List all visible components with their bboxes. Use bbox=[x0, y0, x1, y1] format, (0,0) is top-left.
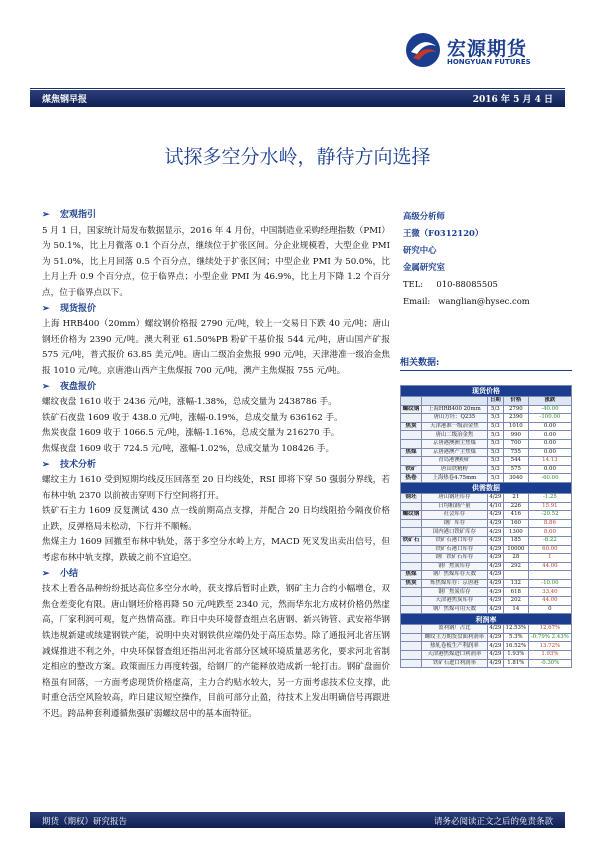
table-value: 14 bbox=[503, 605, 528, 614]
table-row bbox=[401, 588, 572, 597]
table-row bbox=[401, 422, 572, 431]
paragraph: 上海 HRB400（20mm）螺纹钢价格报 2790 元/吨，较上一交易日下跌 40 元/吨；唐山钢坯价格为 2390 元/吨。澳大利亚 61.50%PB 粉矿干基价报 544 元/吨，唐山国产矿报 575 元/吨，普式报价 63.85 美元/吨。唐山二级冶金焦报 990 元/吨，天津港准一级冶金焦报 1010 元/吨。京唐港山西产主焦煤报 700 元/吨，澳产主焦煤报 755 元/吨。 bbox=[42, 319, 390, 376]
table-header bbox=[401, 397, 422, 406]
table-category bbox=[401, 414, 422, 423]
table-date: 4/29 bbox=[489, 605, 502, 612]
table-category bbox=[401, 519, 422, 528]
table-value: 1.93% bbox=[503, 651, 528, 660]
footer-disclaimer: 请务必阅读正文之后的免责条款 bbox=[433, 817, 553, 827]
table-value: 416 bbox=[503, 511, 528, 520]
table-value: 132 bbox=[503, 579, 528, 588]
table-change: -100.00 bbox=[528, 414, 571, 423]
table-value: 1010 bbox=[503, 422, 528, 431]
table-change: -0.30% bbox=[528, 659, 571, 668]
table-item: 唐山二级冶金焦 bbox=[421, 431, 487, 440]
table-value: 160 bbox=[503, 519, 528, 528]
paragraph: 焦煤主力 1609 回撤至布林中轨处，落于多空分水岭上方，MACD 死叉发出卖出信号，但考虑布林中轨支撑，跌破之前不宜追空。 bbox=[42, 537, 390, 564]
table-change: 0.00 bbox=[528, 448, 571, 457]
report-title: 试探多空分水岭，静待方向选择 bbox=[164, 146, 431, 168]
table-date: 5/3 bbox=[487, 457, 503, 466]
table-caption: 利润率 bbox=[401, 614, 572, 625]
table-row bbox=[401, 465, 572, 474]
paragraph: 技术上看各品种纷纷抵达高位多空分水岭，获支撑后暂时止跌，钢矿主力合约小幅增仓，双焦仓差变化有限。唐山钢坯价格再降 50 元/吨跌至 2340 元，然而华东北方成材价格仍然虚高，厂家利润可观，复产热情高涨。昨日中央环境督查组点名唐钢、新兴铸管、武安裕华钢铁违规新建或续建钢铁产能，说明中央对钢铁供应端仍处于高压态势。除了通报河北省压钢减煤推进不利之外，中央环保督查组还指出河北省部分区域环境质量恶劣化，要求河北省制定相应的整改方案。政策面压力再度转强，给钢厂的产能释放造成新一轮打击。钢矿盘面价格虽有回落，一方面考虑现货价格虚高，主力合约贴水较大，另一方面考虑技术位支撑，此时重仓活空风险较高，昨日建议短空操作，目前可部分止盈，待技术上发出明确信号再跟进不迟。跨品种套利遵循焦强矿弱螺纹居中的基本面特征。 bbox=[42, 584, 390, 719]
table-value: 185 bbox=[503, 536, 528, 545]
table-category: 螺纹钢 bbox=[401, 405, 422, 414]
paragraph: 螺纹主力 1610 受到短期均线反压回落至 20 日均线处，RSI 即将下穿 50 强弱分界线，若布林中轨 2370 以前被击穿则下行空间将打开。 bbox=[42, 475, 390, 501]
table-category bbox=[401, 502, 422, 511]
table-row bbox=[401, 511, 572, 520]
table-change: 1.93% bbox=[528, 651, 571, 660]
table-header: 日期 bbox=[487, 397, 503, 406]
table-value: 21 bbox=[503, 493, 528, 502]
email-link[interactable]: wanglian@hysec.com bbox=[438, 296, 530, 306]
table-category: 螺纹钢 bbox=[401, 511, 422, 520]
table-row bbox=[401, 493, 572, 502]
table-date: 5/3 bbox=[487, 465, 503, 474]
table-date: 4/10 bbox=[489, 502, 502, 509]
section-heading: ➢ 小结 bbox=[42, 568, 79, 579]
table-value: 618 bbox=[503, 588, 528, 597]
table-row bbox=[401, 651, 572, 660]
table-header bbox=[421, 397, 487, 406]
table-item: 炼焦煤库存：京唐港 bbox=[421, 579, 487, 588]
table-category bbox=[401, 605, 422, 614]
table-item: 螺纹主力期货盘面利润率 bbox=[421, 633, 487, 642]
paragraph: 铁矿石夜盘 1609 收于 438.0 元/吨，涨幅-0.19%，总成交量为 636162 手。 bbox=[42, 412, 343, 423]
table-category bbox=[401, 431, 422, 440]
table-category bbox=[401, 597, 422, 606]
table-change: -8.22 bbox=[528, 536, 571, 545]
table-item: 钢厂焦煤可用天数 bbox=[421, 605, 487, 614]
section-heading: ➢ 技术分析 bbox=[42, 459, 97, 470]
table-date: 4/29 bbox=[489, 625, 502, 632]
table-change: -60.00 bbox=[528, 474, 571, 483]
table-value: 5.3% bbox=[503, 633, 528, 642]
table-row bbox=[401, 457, 572, 466]
report-date: 2016 年 5 月 4 日 bbox=[472, 95, 553, 105]
table-row bbox=[401, 439, 572, 448]
table-item: 上海热卷4.75mm bbox=[421, 474, 487, 483]
section-heading: ➢ 现货报价 bbox=[42, 303, 97, 314]
table-category: 焦炭 bbox=[401, 422, 422, 431]
table-item: 社会库存 bbox=[421, 511, 487, 520]
table-change: 15.91 bbox=[528, 502, 571, 511]
table-value: 2790 bbox=[503, 405, 528, 414]
table-row bbox=[401, 579, 572, 588]
table-date: 4/29 bbox=[489, 562, 502, 569]
paragraph: 5 月 1 日，国家统计局发布数据显示，2016 年 4 月份，中国制造业采购经理指数（PMI）为 50.1%，比上月微落 0.1 个百分点，继续位于扩张区间。分企业规模看，大型企业 PMI 为 51.0%，比上月回落 0.5 个百分点，继续处于扩张区间；中型企业 PMI 为 50.0%，比上月上升 0.9 个百分点，位于临界点；小型企业 PMI 为 46.9%，比上月下降 1.2 个百分点，位于临界点以下。 bbox=[42, 225, 390, 298]
table-category bbox=[401, 625, 422, 634]
table-item: 钢厂铁矿石库存 bbox=[421, 554, 487, 563]
section-heading: ➢ 宏观指引 bbox=[42, 210, 97, 220]
table-date: 4/29 bbox=[489, 519, 502, 526]
table-value: 575 bbox=[503, 465, 528, 474]
table-caption: 供需数据 bbox=[401, 482, 572, 493]
table-item: 钢厂库存 bbox=[421, 519, 487, 528]
table-value: 12.53% bbox=[503, 625, 528, 634]
table-change: 14.13 bbox=[528, 457, 571, 466]
table-change: 13.72% bbox=[528, 642, 571, 651]
table-date: 4/29 bbox=[489, 659, 502, 666]
table-item: 日均粗钢产量 bbox=[421, 502, 487, 511]
table-item: 唐山方坯：Q235 bbox=[421, 414, 487, 423]
related-data-label: 相关数据: bbox=[400, 355, 572, 371]
table-item: 天津港焦煤进口利润率 bbox=[421, 651, 487, 660]
table-category bbox=[401, 651, 422, 660]
table-category: 焦炭 bbox=[401, 579, 422, 588]
footer-left: 期货（期权）研究报告 bbox=[42, 817, 128, 827]
table-value: 16.52% bbox=[503, 642, 528, 651]
table-category bbox=[401, 642, 422, 651]
table-item: 唐山钢坯库存 bbox=[421, 493, 487, 502]
table-row bbox=[401, 562, 572, 571]
table-date: 5/3 bbox=[487, 422, 503, 431]
table-change: 0.00 bbox=[528, 431, 571, 440]
table-value: 202 bbox=[503, 597, 528, 606]
table-date: 5/3 bbox=[487, 474, 503, 483]
table-change: 12.67% bbox=[528, 625, 571, 634]
table-header: 价格 bbox=[503, 397, 528, 406]
table-row bbox=[401, 545, 572, 554]
table-value: 755 bbox=[503, 448, 528, 457]
brand-name-cn: 宏源期货 bbox=[447, 38, 528, 60]
paragraph: 铁矿石主力 1609 反复测试 430 点一线前期高点支撑，并配合 20 日均线阻拾今隔夜价格止跌，反弹格局未松动，下行并不顺畅。 bbox=[42, 506, 390, 532]
table-change: 8.00 bbox=[528, 528, 571, 537]
table-item: 铁矿石进口利润率 bbox=[421, 659, 487, 668]
table-row bbox=[401, 536, 572, 545]
table-date: 5/3 bbox=[487, 448, 503, 457]
table-category bbox=[401, 633, 422, 642]
table-row bbox=[401, 605, 572, 614]
table-value: 28 bbox=[503, 554, 528, 563]
table-row bbox=[401, 405, 572, 414]
table-date: 4/29 bbox=[489, 511, 502, 518]
table-change bbox=[528, 571, 571, 580]
analyst-tel: TEL: 010-88085505 bbox=[403, 279, 498, 289]
brand-logo bbox=[405, 32, 565, 72]
table-change: -40.00 bbox=[528, 405, 571, 414]
table-change: 44.00 bbox=[528, 597, 571, 606]
analyst-name: 王微（F0312120） bbox=[403, 228, 484, 238]
table-item: 钢厂焦炭库存 bbox=[421, 588, 487, 597]
analyst-subdept: 金属研究室 bbox=[403, 262, 445, 272]
table-row bbox=[401, 659, 572, 668]
paragraph: 螺纹夜盘 1610 收于 2436 元/吨，涨幅-1.38%，总成交量为 2438786 手。 bbox=[42, 397, 337, 408]
table-change: -20.52 bbox=[528, 511, 571, 520]
table-change: -0.79% 2.43% bbox=[528, 633, 571, 642]
table-date: 5/3 bbox=[487, 431, 503, 440]
analyst-dept: 研究中心 bbox=[403, 245, 437, 255]
analyst-info bbox=[403, 208, 573, 310]
table-category: 热卷 bbox=[401, 474, 422, 483]
table-row bbox=[401, 528, 572, 537]
table-date: 4/29 bbox=[489, 588, 502, 595]
table-row bbox=[401, 448, 572, 457]
table-change: 0.00 bbox=[528, 439, 571, 448]
table-change: 33.40 bbox=[528, 588, 571, 597]
table-header: 涨跌 bbox=[528, 397, 571, 406]
table-category bbox=[401, 554, 422, 563]
table-caption-row bbox=[401, 386, 572, 397]
paragraph: 焦炭夜盘 1609 收于 1066.5 元/吨，涨幅-1.16%，总成交量为 216270 手。 bbox=[42, 428, 340, 439]
table-row bbox=[401, 414, 572, 423]
table-date: 4/29 bbox=[489, 571, 502, 578]
table-category bbox=[401, 439, 422, 448]
table-category: 铁矿 bbox=[401, 465, 422, 474]
table-category bbox=[401, 545, 422, 554]
table-value: 990 bbox=[503, 431, 528, 440]
table-category bbox=[401, 659, 422, 668]
footer-bar bbox=[30, 812, 565, 828]
paragraph: 焦煤夜盘 1609 收于 724.5 元/吨，涨幅-1.02%，总成交量为 108426 手。 bbox=[42, 443, 335, 454]
table-value bbox=[503, 571, 528, 580]
table-change: 0 bbox=[528, 605, 571, 614]
table-row bbox=[401, 633, 572, 642]
table-value: 3040 bbox=[503, 474, 528, 483]
table-date: 5/3 bbox=[487, 414, 503, 423]
table-row bbox=[401, 625, 572, 634]
table-item: 国内港口铁矿库存 bbox=[421, 528, 487, 537]
table-category bbox=[401, 528, 422, 537]
table-date: 5/3 bbox=[487, 439, 503, 448]
main-content bbox=[42, 208, 390, 723]
table-item: 青岛港澳粉矿 bbox=[421, 457, 487, 466]
table-caption: 现货价格 bbox=[401, 386, 572, 397]
table-value: 292 bbox=[503, 562, 528, 571]
table-date: 4/29 bbox=[489, 597, 502, 604]
table-value: 2390 bbox=[503, 414, 528, 423]
table-item: 热轧卷板生产利润率 bbox=[421, 642, 487, 651]
table-date: 4/29 bbox=[489, 554, 502, 561]
table-date: 4/29 bbox=[489, 494, 502, 501]
table-change: 0.00 bbox=[528, 422, 571, 431]
table-row bbox=[401, 597, 572, 606]
table-item: 铁矿石港口库存 bbox=[421, 536, 487, 545]
table-category: 焦煤 bbox=[401, 571, 422, 580]
table-item: 唐山铁精粉 bbox=[421, 465, 487, 474]
table-value: 1.81% bbox=[503, 659, 528, 668]
table-value: 226 bbox=[503, 502, 528, 511]
analyst-title: 高级分析师 bbox=[403, 211, 445, 221]
table-row bbox=[401, 502, 572, 511]
table-value: 544 bbox=[503, 457, 528, 466]
table-item: 京唐港澳洲主焦煤 bbox=[421, 439, 487, 448]
table-date: 4/29 bbox=[489, 528, 502, 535]
data-table bbox=[400, 385, 572, 668]
table-date: 4/29 bbox=[489, 651, 502, 658]
table-change: 0.00 bbox=[528, 465, 571, 474]
table-item: 天津港焦炭库存 bbox=[421, 597, 487, 606]
table-row bbox=[401, 642, 572, 651]
table-date: 4/29 bbox=[489, 642, 502, 649]
table-date: 4/29 bbox=[489, 580, 502, 587]
section-heading: ➢ 夜盘报价 bbox=[42, 381, 97, 392]
table-item: 盈利钢厂占比 bbox=[421, 625, 487, 634]
table-item: 钢厂焦煤库存天数 bbox=[421, 571, 487, 580]
table-date: 4/29 bbox=[489, 634, 502, 641]
table-header-row bbox=[401, 397, 572, 406]
table-category bbox=[401, 562, 422, 571]
brand-name-en: HONGYUAN FUTURES bbox=[447, 58, 531, 66]
table-row bbox=[401, 519, 572, 528]
hongyuan-logo-icon bbox=[405, 32, 441, 68]
table-change: 1 bbox=[528, 554, 571, 563]
table-row bbox=[401, 474, 572, 483]
table-date: 4/29 bbox=[489, 537, 502, 544]
header-bar bbox=[30, 88, 565, 107]
analyst-email: Email: wanglian@hysec.com bbox=[403, 296, 530, 306]
table-item: 天津港准一级冶金焦 bbox=[421, 422, 487, 431]
table-category: 钢坯 bbox=[401, 493, 422, 502]
table-category bbox=[401, 588, 422, 597]
table-item: 京唐港澳产主焦煤 bbox=[421, 448, 487, 457]
table-change: 44.00 bbox=[528, 562, 571, 571]
report-series: 煤焦钢早报 bbox=[42, 95, 88, 105]
table-change: 60.00 bbox=[528, 545, 571, 554]
table-change: -1.25 bbox=[528, 493, 571, 502]
table-row bbox=[401, 571, 572, 580]
table-row bbox=[401, 554, 572, 563]
table-value: 700 bbox=[503, 439, 528, 448]
table-value: 10000 bbox=[503, 545, 528, 554]
table-date: 4/29 bbox=[489, 545, 502, 552]
table-category: 焦煤 bbox=[401, 448, 422, 457]
table-change: -10.00 bbox=[528, 579, 571, 588]
table-item: 铁矿石港口库存 bbox=[421, 545, 487, 554]
table-change: 8.86 bbox=[528, 519, 571, 528]
table-caption-row bbox=[401, 482, 572, 493]
table-caption-row bbox=[401, 614, 572, 625]
table-item: 上海HRB400 20mm bbox=[421, 405, 487, 414]
table-item: 钢厂焦炭库存 bbox=[421, 562, 487, 571]
table-category bbox=[401, 457, 422, 466]
table-row bbox=[401, 431, 572, 440]
table-category: 铁矿石 bbox=[401, 536, 422, 545]
table-value: 1300 bbox=[503, 528, 528, 537]
table-date: 5/3 bbox=[487, 405, 503, 414]
